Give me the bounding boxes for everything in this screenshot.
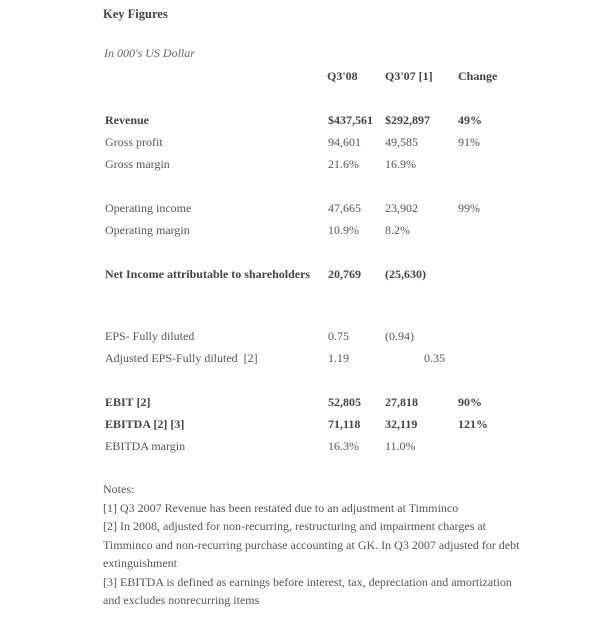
value-q307: (0.94)	[385, 329, 414, 343]
value-q308: 21.6%	[328, 157, 359, 171]
row-label: Revenue	[105, 113, 149, 127]
column-header-change: Change	[458, 69, 498, 83]
value-q307: (25,630)	[385, 267, 426, 281]
table-row-net-income	[0, 267, 600, 285]
notes-section	[103, 480, 523, 610]
row-label: Operating margin	[105, 223, 190, 237]
table-row-ebit	[0, 395, 600, 413]
value-q308: $437,561	[328, 113, 373, 127]
row-label: EBITDA margin	[105, 439, 186, 453]
table-row-gross-margin	[0, 157, 600, 175]
table-row-eps-fully-diluted	[0, 329, 600, 347]
table-row-gross-profit	[0, 135, 600, 153]
value-q308: 47,665	[328, 201, 361, 215]
value-q307: 23,902	[385, 201, 418, 215]
table-row-ebitda-margin	[0, 439, 600, 457]
table-row-revenue	[0, 113, 600, 131]
value-q307: 16.9%	[385, 157, 416, 171]
row-label: EPS- Fully diluted	[105, 329, 195, 343]
column-header-q308: Q3'08	[327, 69, 358, 83]
table-row-ebitda	[0, 417, 600, 435]
value-change: 121%	[458, 417, 488, 431]
value-q307: 49,585	[385, 135, 418, 149]
value-q308: 16.3%	[328, 439, 359, 453]
value-q308: 20,769	[328, 267, 361, 281]
value-q307: 0.35	[424, 351, 445, 365]
table-row-operating-margin	[0, 223, 600, 241]
value-change: 49%	[458, 113, 482, 127]
note-item: [3] EBITDA is defined as earnings before interest, tax, depreciation and amortization and excludes nonrecurring items	[103, 574, 512, 607]
value-q308: 10.9%	[328, 223, 359, 237]
row-label: Operating income	[105, 201, 192, 215]
row-label: Net Income attributable to shareholders	[105, 267, 311, 281]
value-q307: $292,897	[385, 113, 430, 127]
row-label: EBIT [2]	[105, 395, 151, 409]
value-q307: 8.2%	[385, 223, 410, 237]
value-q308: 0.75	[328, 329, 349, 343]
row-label: EBITDA [2] [3]	[105, 417, 185, 431]
value-q307: 11.0%	[385, 439, 416, 453]
value-change: 91%	[458, 135, 480, 149]
row-label: Gross margin	[105, 157, 170, 171]
value-q307: 27,818	[385, 395, 418, 409]
notes-heading: Notes:	[103, 482, 135, 496]
value-q307: 32,119	[385, 417, 418, 431]
row-label: Adjusted EPS-Fully diluted [2]	[105, 351, 258, 365]
table-row-adjusted-eps	[0, 351, 600, 369]
page-title: Key Figures	[103, 7, 168, 21]
table-row-operating-income	[0, 201, 600, 219]
row-label: Gross profit	[105, 135, 163, 149]
value-q308: 1.19	[328, 351, 349, 365]
value-change: 99%	[458, 201, 480, 215]
column-header-q307: Q3'07 [1]	[385, 69, 433, 83]
value-q308: 94,601	[328, 135, 361, 149]
value-change: 90%	[458, 395, 482, 409]
value-q308: 52,805	[328, 395, 361, 409]
note-item: [2] In 2008, adjusted for non-recurring, restructuring and impairment charges at Timminco and non-recurring purchase accounting at GK. In Q3 2007 adjusted for debt extinguishment	[103, 519, 520, 570]
currency-unit-label: In 000's US Dollar	[104, 46, 195, 60]
value-q308: 71,118	[328, 417, 361, 431]
note-item: [1] Q3 2007 Revenue has been restated due to an adjustment at Timminco	[103, 500, 459, 515]
